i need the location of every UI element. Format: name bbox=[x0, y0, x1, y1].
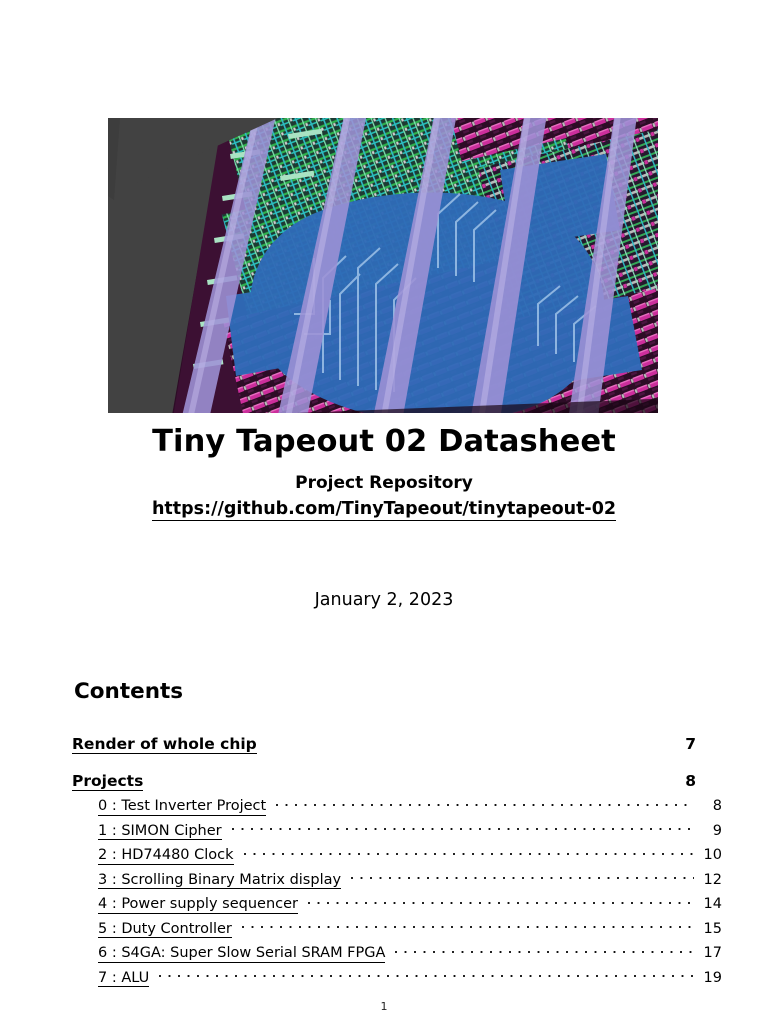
toc-entry-label[interactable]: 0 : Test Inverter Project bbox=[98, 798, 267, 814]
toc-entry-label[interactable]: 5 : Duty Controller bbox=[98, 920, 232, 937]
repository-label: Project Repository bbox=[295, 473, 473, 494]
toc-entry[interactable] bbox=[72, 869, 722, 889]
toc-entry-page-number: 14 bbox=[703, 896, 722, 912]
toc-dot-leader bbox=[270, 796, 694, 811]
toc-entry-label[interactable]: 3 : Scrolling Binary Matrix display bbox=[98, 871, 342, 888]
title-block bbox=[0, 424, 768, 521]
toc-entry[interactable] bbox=[72, 845, 722, 865]
contents-heading: Contents bbox=[74, 679, 184, 704]
toc-entry[interactable] bbox=[72, 918, 722, 938]
table-of-contents bbox=[72, 733, 722, 987]
document-date: January 2, 2023 bbox=[314, 590, 454, 610]
toc-entry[interactable] bbox=[72, 967, 722, 987]
chip-render-figure bbox=[108, 118, 658, 413]
toc-entry-label[interactable]: Projects bbox=[72, 771, 144, 790]
toc-entry-label[interactable]: 4 : Power supply sequencer bbox=[98, 896, 298, 912]
toc-entry-page-number: 15 bbox=[703, 920, 722, 937]
toc-entry-page-number: 8 bbox=[712, 798, 722, 814]
toc-entry-label[interactable]: 7 : ALU bbox=[98, 969, 150, 986]
repository-url-link[interactable]: https://github.com/TinyTapeout/tinytapeout-02 bbox=[151, 499, 617, 520]
toc-entry[interactable] bbox=[72, 943, 722, 963]
toc-dot-leader bbox=[389, 943, 694, 958]
toc-entry-page-number: 17 bbox=[703, 945, 722, 961]
toc-dot-leader bbox=[236, 918, 694, 933]
toc-dot-leader bbox=[345, 869, 694, 884]
toc-dot-leader bbox=[226, 820, 694, 835]
toc-entry-label[interactable]: 2 : HD74480 Clock bbox=[98, 847, 234, 863]
footer-page-number: 1 bbox=[380, 1000, 388, 1013]
toc-entry-page-number: 19 bbox=[703, 969, 722, 986]
toc-dot-leader bbox=[302, 894, 694, 909]
chip-render-illustration bbox=[108, 118, 658, 413]
toc-entry-label[interactable]: 1 : SIMON Cipher bbox=[98, 822, 222, 839]
toc-entry[interactable] bbox=[72, 796, 722, 816]
toc-dot-leader bbox=[153, 967, 694, 982]
toc-entry[interactable] bbox=[72, 820, 722, 840]
toc-entry[interactable] bbox=[72, 733, 696, 754]
toc-entry[interactable] bbox=[72, 894, 722, 914]
toc-entry[interactable] bbox=[72, 770, 696, 791]
toc-dot-leader bbox=[147, 770, 668, 786]
toc-entry-page-number: 12 bbox=[703, 871, 722, 888]
toc-entry-page-number: 10 bbox=[703, 847, 722, 863]
toc-entry-label[interactable]: Render of whole chip bbox=[72, 734, 257, 753]
toc-entry-page-number: 7 bbox=[685, 734, 696, 753]
toc-dot-leader bbox=[238, 845, 694, 860]
toc-entry-label[interactable]: 6 : S4GA: Super Slow Serial SRAM FPGA bbox=[98, 945, 386, 961]
toc-dot-leader bbox=[261, 733, 668, 749]
page-title: Tiny Tapeout 02 Datasheet bbox=[152, 424, 616, 459]
toc-entry-page-number: 9 bbox=[712, 822, 722, 839]
toc-entry-page-number: 8 bbox=[685, 771, 696, 790]
